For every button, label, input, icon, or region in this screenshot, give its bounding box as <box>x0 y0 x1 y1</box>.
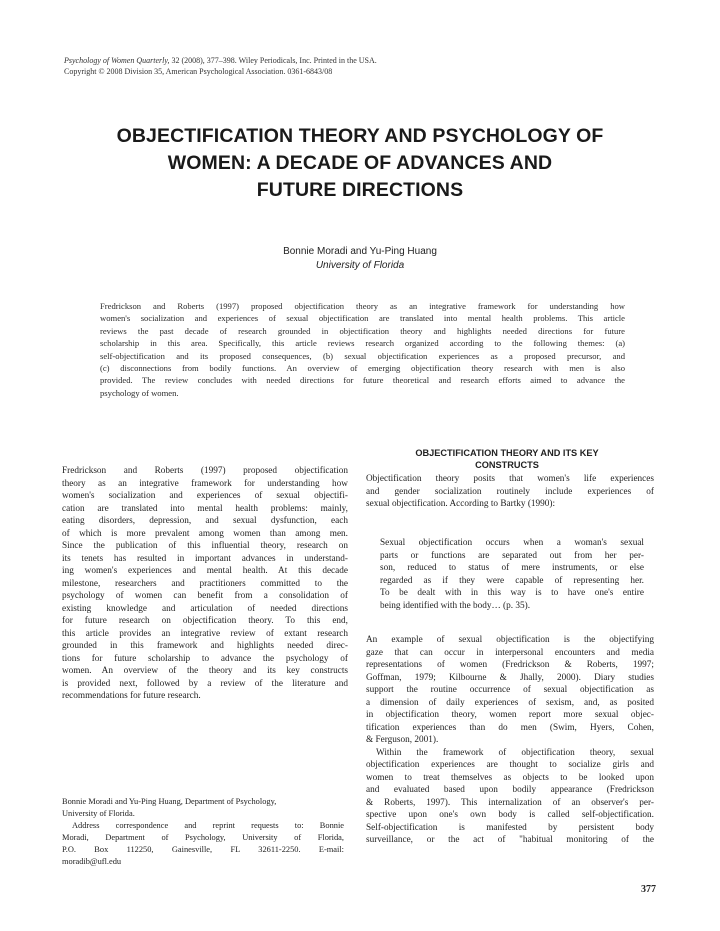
body-line: & Roberts, 1997). This internalization of an observer's per- <box>366 797 654 808</box>
body-line: surveillance, or the act of "habitual monitoring of the <box>366 835 654 845</box>
author-names: Bonnie Moradi and Yu-Ping Huang <box>283 246 437 257</box>
abstract <box>100 300 625 399</box>
body-line: Fredrickson and Roberts (1997) proposed objectification <box>62 466 348 476</box>
body-line: ing women's experiences and mental health. At this decade <box>62 566 348 576</box>
body-line: Goffman, 1979; Kilbourne & Jhally, 2000). Diary studies <box>366 672 654 683</box>
section-heading-line: CONSTRUCTS <box>475 460 539 470</box>
page-number: 377 <box>641 884 656 895</box>
left-column-body <box>62 465 348 703</box>
quote-line: To be dealt with in this way is to have one's entire <box>380 588 644 598</box>
body-line: gaze that can occur in interpersonal encounters and media <box>366 647 654 658</box>
body-line: support the routine occurrence of sexual objectification as <box>366 685 654 695</box>
quote-line: son, reduced to status of mere instruments, or else <box>380 563 644 573</box>
body-line: recommendations for future research. <box>62 691 201 701</box>
body-line: psychology of women can benefit from a consolidation of <box>62 591 348 601</box>
body-line: is provided next, followed by a review of the literature and <box>62 678 348 689</box>
abstract-line: provided. The review concludes with needed directions for future theoretical and research efforts aimed to advance the <box>100 375 625 386</box>
body-line: a dimension of daily experiences of sexism, and, as posited <box>366 697 654 708</box>
footnote-line: Bonnie Moradi and Yu-Ping Huang, Department of Psychology, <box>62 797 277 806</box>
footnote-email[interactable]: moradib@ufl.edu <box>62 857 122 866</box>
title-line: FUTURE DIRECTIONS <box>256 179 464 201</box>
journal-name: Psychology of Women Quarterly, <box>64 56 170 65</box>
footnote-line: Address correspondence and reprint requests to: Bonnie <box>72 821 344 830</box>
article-title <box>60 123 660 204</box>
body-line: women. An overview of the theory and its key constructs <box>62 666 348 676</box>
author-affiliation: University of Florida <box>315 260 405 271</box>
body-line: tions for future scholarship to advance the psychology of <box>62 653 348 664</box>
abstract-line: reviews the past decade of research grounded in objectification theory and highlights needed directions for future <box>100 325 625 336</box>
abstract-line: (c) disconnections from bodily functions. An overview of emerging objectification theory research with men is also <box>100 363 625 374</box>
author-footnote <box>62 796 344 868</box>
body-line: its tenets has resulted in important advances in understand- <box>62 553 348 564</box>
abstract-line: self-objectification and its proposed consequences, (b) sexual objectification experiences as a proposed precursor, and <box>100 350 625 361</box>
body-line: representations of women (Fredrickson & Roberts, 1997; <box>366 660 654 670</box>
body-line: and evaluated based upon bodily appearance (Fredrickson <box>366 785 654 795</box>
body-line: Since the publication of this influential theory, research on <box>62 541 348 551</box>
body-line: tification experiences than do men (Swim, Hyers, Cohen, <box>366 722 654 733</box>
journal-citation-line <box>64 55 664 66</box>
block-quote <box>380 537 644 612</box>
quote-line: Sexual objectification occurs when a woman's sexual <box>380 538 644 548</box>
quote-line: being identified with the body… (p. 35). <box>380 600 531 611</box>
body-line: and gender socialization routinely include experiences of <box>366 486 654 497</box>
footnote-line: Moradi, Department of Psychology, University of Florida, <box>62 833 344 842</box>
body-line: An example of sexual objectification is the objectifying <box>366 635 654 645</box>
body-line: for future research on objectification theory. To this end, <box>62 616 348 626</box>
quote-line: parts or functions are separated out from her per- <box>380 550 644 561</box>
abstract-line: Fredrickson and Roberts (1997) proposed objectification theory as an integrative framework for understanding how <box>100 301 625 311</box>
body-line: existing knowledge and articulation of needed directions <box>62 603 348 614</box>
abstract-line: women's socialization and experiences of sexual objectification are translated into mental health problems. This article <box>100 313 625 324</box>
body-line: Self-objectification is manifested by persistent body <box>366 822 654 833</box>
body-line: & Ferguson, 2001). <box>366 735 439 745</box>
body-line: spective upon one's own body is called self-objectification. <box>366 810 654 820</box>
body-line: Objectification theory posits that women's life experiences <box>366 474 654 484</box>
body-line: women's socialization and experiences of sexual objectifi- <box>62 491 348 501</box>
right-column-body <box>366 634 654 847</box>
footnote-line: P.O. Box 112250, Gainesville, FL 32611-2250. E-mail: <box>62 845 344 854</box>
section-heading-line: OBJECTIFICATION THEORY AND ITS KEY <box>415 448 599 458</box>
right-column-intro <box>366 473 654 511</box>
body-line: in objectification theory, women report more sexual objec- <box>366 710 654 720</box>
title-line: WOMEN: A DECADE OF ADVANCES AND <box>167 152 553 174</box>
body-line: Within the framework of objectification theory, sexual <box>376 747 654 758</box>
body-line: objectification experiences are thought to socialize girls and <box>366 760 654 770</box>
body-line: eating disorders, depression, and sexual dysfunction, each <box>62 516 348 526</box>
abstract-line: psychology of women. <box>100 387 179 398</box>
quote-line: regarded as if they were capable of representing her. <box>380 575 644 586</box>
body-line: sexual objectification. According to Bartky (1990): <box>366 499 556 509</box>
title-line: OBJECTIFICATION THEORY AND PSYCHOLOGY OF <box>116 125 604 147</box>
body-line: women to treat themselves as objects to be looked upon <box>366 772 654 783</box>
body-line: this article provides an integrative review of extant research <box>62 628 348 639</box>
journal-citation <box>64 55 664 77</box>
footnote-line: University of Florida. <box>62 809 135 818</box>
abstract-line: scholarship in this area. Specifically, this article reviews research organized according to the following themes: (a) <box>100 338 625 349</box>
section-heading <box>376 447 638 471</box>
body-line: cation are translated into mental health problems: mainly, <box>62 503 348 514</box>
body-line: grounded in this framework and highlights needed direc- <box>62 641 348 651</box>
body-line: of which is more prevalent among women than among men. <box>62 528 348 539</box>
copyright-line: Copyright © 2008 Division 35, American Psychological Association. 0361-6843/08 <box>64 67 333 76</box>
journal-volume-info: 32 (2008), 377–398. Wiley Periodicals, Inc. Printed in the USA. <box>169 56 377 65</box>
body-line: theory as an integrative framework for understanding how <box>62 478 348 489</box>
body-line: milestone, researchers and practitioners committed to the <box>62 578 348 589</box>
